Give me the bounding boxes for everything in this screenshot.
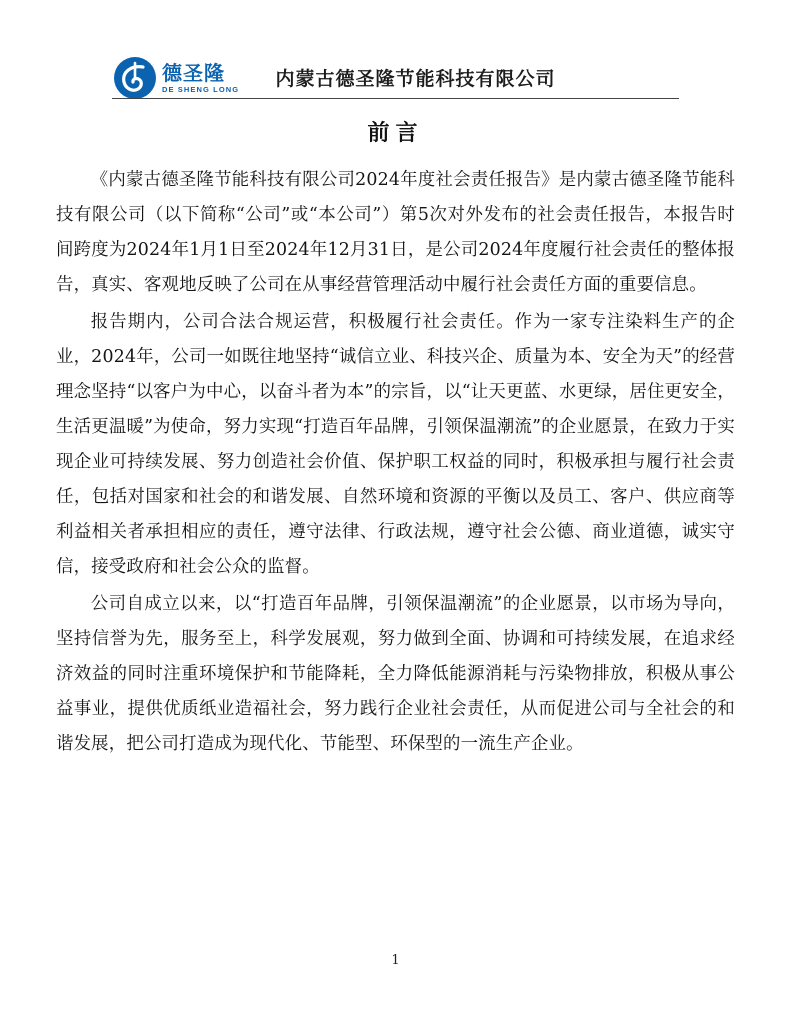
company-name-heading: 内蒙古德圣隆节能科技有限公司: [275, 68, 556, 90]
logo-chinese-name: 德圣隆: [162, 60, 225, 85]
header-divider: [112, 98, 679, 99]
paragraph-1: 《内蒙古德圣隆节能科技有限公司2024年度社会责任报告》是内蒙古德圣隆节能科技有限公司（以下简称“公司”或“本公司”）第5次对外发布的社会责任报告，本报告时间跨度为2024年1月1日至2024年12月31日，是公司2024年度履行社会责任的整体报告，真实、客观地反映了公司在从事经营管理活动中履行社会责任方面的重要信息。: [56, 170, 735, 295]
paragraph-2: 报告期内，公司合法合规运营，积极履行社会责任。作为一家专注染料生产的企业，2024年，公司一如既往地坚持“诚信立业、科技兴企、质量为本、安全为天”的经营理念坚持“以客户为中心，以奋斗者为本”的宗旨，以“让天更蓝、水更绿，居住更安全，生活更温暖”为使命，努力实现“打造百年品牌，引领保温潮流”的企业愿景，在致力于实现企业可持续发展、努力创造社会价值、保护职工权益的同时，积极承担与履行社会责任，包括对国家和社会的和谐发展、自然环境和资源的平衡以及员工、客户、供应商等利益相关者承担相应的责任，遵守法律、行政法规，遵守社会公德、商业道德，诚实守信，接受政府和社会公众的监督。: [56, 312, 735, 577]
logo-english-name: DE SHENG LONG: [162, 84, 240, 94]
document-body: [56, 163, 735, 1004]
page-number: 1: [391, 953, 400, 968]
page-title: 前言: [367, 120, 424, 146]
page-header: [56, 28, 735, 94]
paragraph-3: 公司自成立以来，以“打造百年品牌，引领保温潮流”的企业愿景，以市场为导向，坚持信誉为先，服务至上，科学发展观，努力做到全面、协调和可持续发展，在追求经济效益的同时注重环境保护和节能降耗，全力降低能源消耗与污染物排放，积极从事公益事业，提供优质纸业造福社会，努力践行企业社会责任，从而促进公司与全社会的和谐发展，把公司打造成为现代化、节能型、环保型的一流生产企业。: [56, 594, 735, 754]
